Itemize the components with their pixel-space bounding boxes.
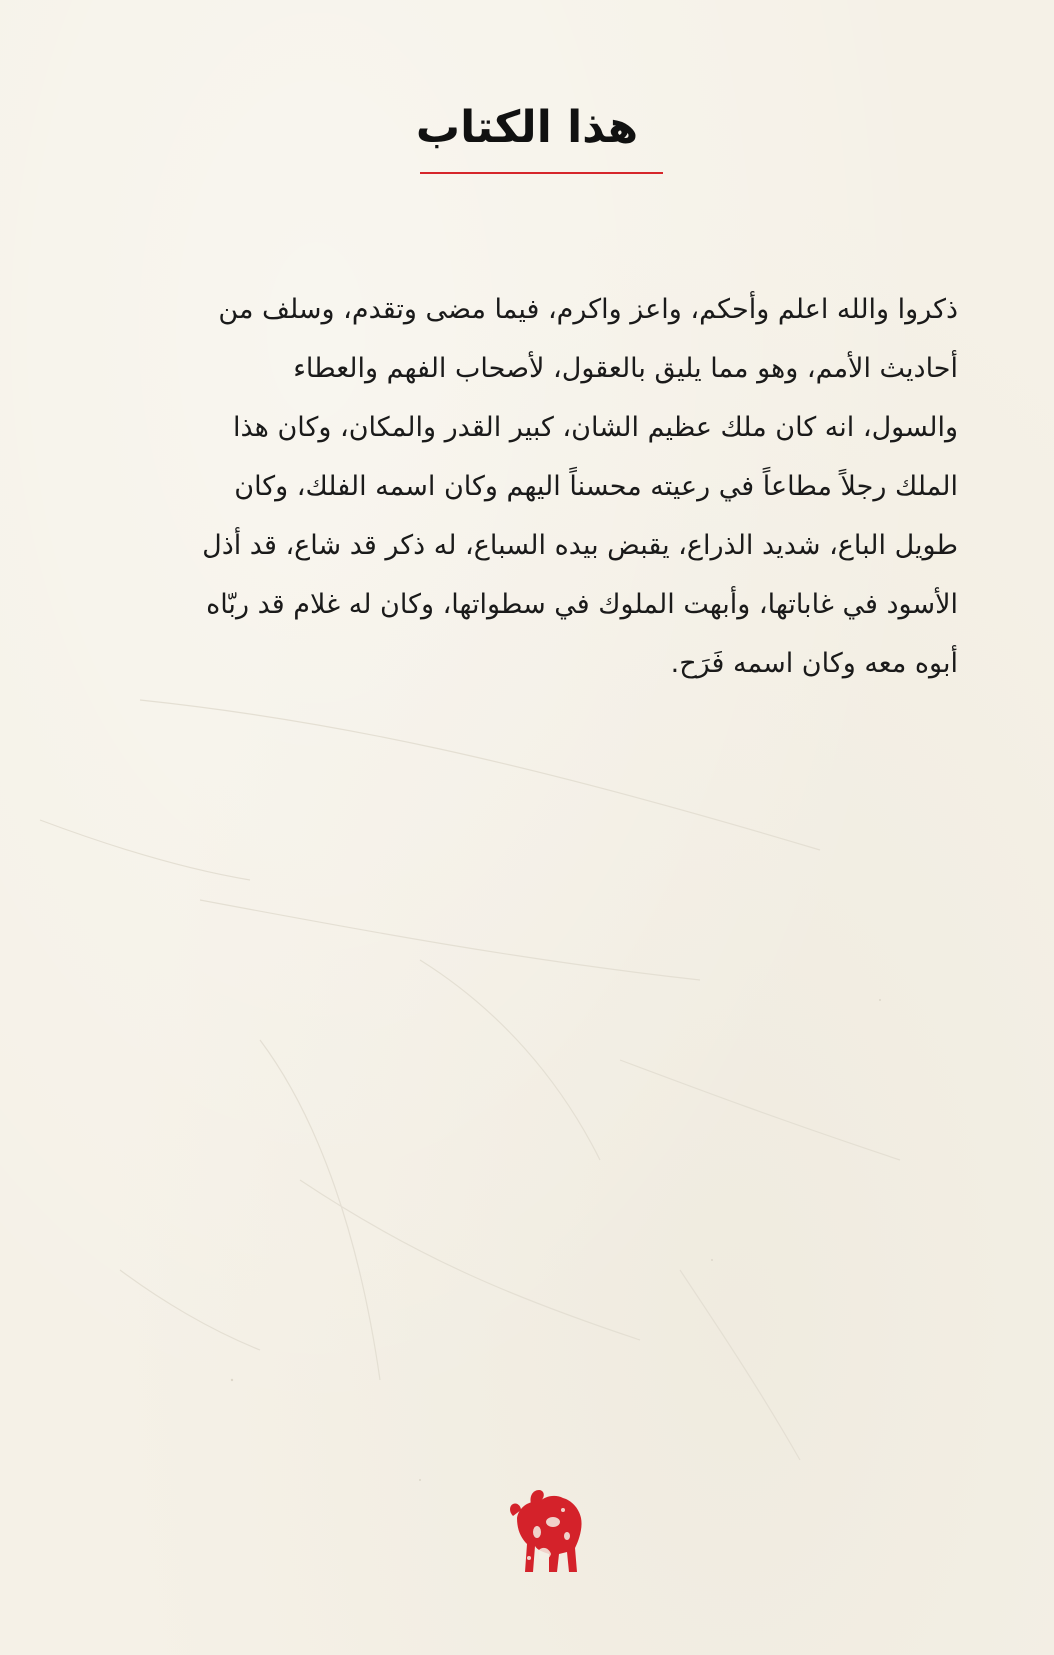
heading-underline xyxy=(420,172,663,174)
page-heading: هذا الكتاب xyxy=(415,102,639,153)
blurb-line-6: الأسود في غاباتها، وأبهت الملوك في سطواتها، وكان له غلام قد ربّاه xyxy=(206,589,958,620)
blurb-line-2: أحاديث الأمم، وهو مما يليق بالعقول، لأصحاب الفهم والعطاء xyxy=(293,353,958,384)
camel-rider-stamp-icon xyxy=(509,1488,589,1576)
blurb-paragraph xyxy=(120,280,958,693)
blurb-line-3: والسول، انه كان ملك عظيم الشان، كبير القدر والمكان، وكان هذا xyxy=(232,412,958,443)
blurb-line-7: أبوه معه وكان اسمه فَرَح. xyxy=(670,648,958,679)
heading-container xyxy=(0,98,1054,158)
blurb-line-5: طويل الباع، شديد الذراع، يقبض بيده السباع، له ذكر قد شاع، قد أذل xyxy=(202,530,958,561)
blurb-line-4: الملك رجلاً مطاعاً في رعيته محسناً اليهم وكان اسمه الفلك، وكان xyxy=(234,471,958,502)
blurb-line-1: ذكروا والله اعلم وأحكم، واعز واكرم، فيما مضى وتقدم، وسلف من xyxy=(218,294,958,325)
